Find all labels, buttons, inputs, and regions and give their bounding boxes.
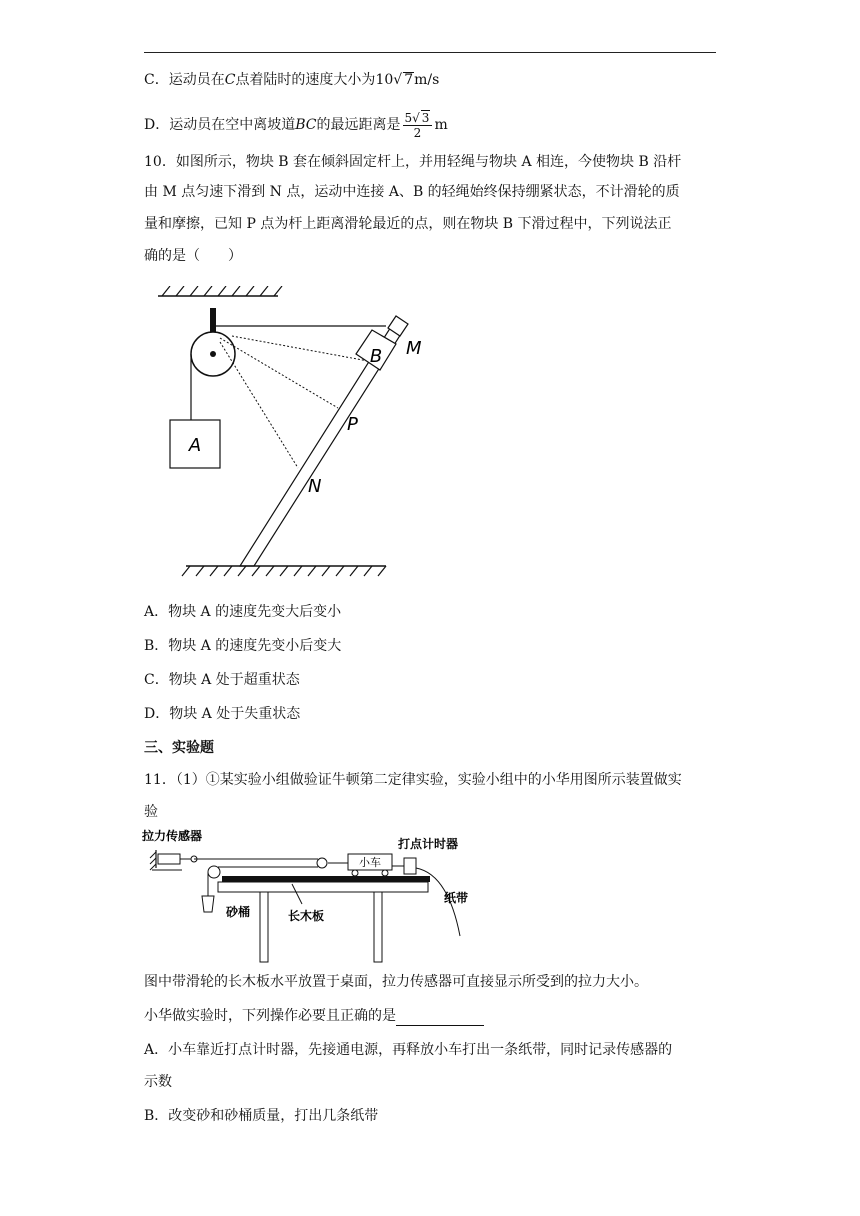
q10-line-1: 10．如图所示，物块 B 套在倾斜固定杆上，并用轻绳与物块 A 相连，今使物块 B 沿杆 [144, 154, 682, 170]
label-sensor: 拉力传感器 [142, 829, 203, 843]
label-board: 长木板 [288, 909, 325, 923]
label-timer: 打点计时器 [398, 837, 459, 851]
long-board [222, 876, 430, 882]
label-n: N [308, 476, 322, 497]
q10-option-b: B．物块 A 的速度先变小后变大 [144, 638, 342, 654]
q11-option-b: B．改变砂和砂桶质量，打出几条纸带 [144, 1108, 379, 1124]
header-rule [144, 52, 716, 53]
label-b: B [369, 346, 383, 367]
answer-blank[interactable] [396, 1011, 484, 1026]
table-top [218, 882, 428, 892]
label-cart: 小车 [359, 856, 381, 869]
pulley-incline-figure [150, 286, 470, 586]
q10-option-a: A．物块 A 的速度先变大后变小 [144, 604, 342, 620]
sand-bucket [202, 896, 214, 912]
label-a: A [188, 435, 202, 456]
q11-option-a-2: 示数 [144, 1074, 172, 1090]
q10-line-3: 量和摩擦，已知 P 点为杆上距离滑轮最近的点，则在物块 B 下滑过程中，下列说法正 [144, 216, 672, 232]
timer [404, 858, 416, 874]
experiment-figure [142, 826, 482, 964]
label-bucket: 砂桶 [226, 905, 251, 919]
q9-option-c: C．运动员在C点着陆时的速度大小为10√ 7m/s [144, 72, 440, 88]
q10-option-c: C．物块 A 处于超重状态 [144, 672, 300, 688]
q10-option-d: D．物块 A 处于失重状态 [144, 706, 301, 722]
q11-line-2: 验 [144, 804, 158, 820]
q11-option-a-1: A．小车靠近打点计时器，先接通电源，再释放小车打出一条纸带，同时记录传感器的 [144, 1042, 673, 1058]
q10-line-2: 由 M 点匀速下滑到 N 点，运动中连接 A、B 的轻绳始终保持绷紧状态，不计滑轮的质 [144, 184, 680, 200]
q11-line-3: 图中带滑轮的长木板水平放置于桌面，拉力传感器可直接显示所受到的拉力大小。 [144, 974, 648, 990]
q9-option-d: D．运动员在空中离坡道BC的最远距离是 $\frac{5√ 3}{2}$ m [144, 111, 448, 140]
section-title: 三、实验题 [144, 740, 214, 756]
q10-line-4: 确的是（ ） [144, 248, 242, 264]
sensor-body [158, 854, 180, 864]
label-m: M [406, 338, 422, 359]
label-p: P [347, 414, 358, 435]
fraction: $\frac{5√ 3}{2}$ [403, 110, 433, 140]
q11-line-4: 小华做实验时，下列操作必要且正确的是 [144, 1006, 484, 1026]
q11-line-1: 11．（1）①某实验小组做验证牛顿第二定律实验，实验小组中的小华用图所示装置做实 [144, 772, 682, 788]
label-tape: 纸带 [444, 891, 469, 905]
